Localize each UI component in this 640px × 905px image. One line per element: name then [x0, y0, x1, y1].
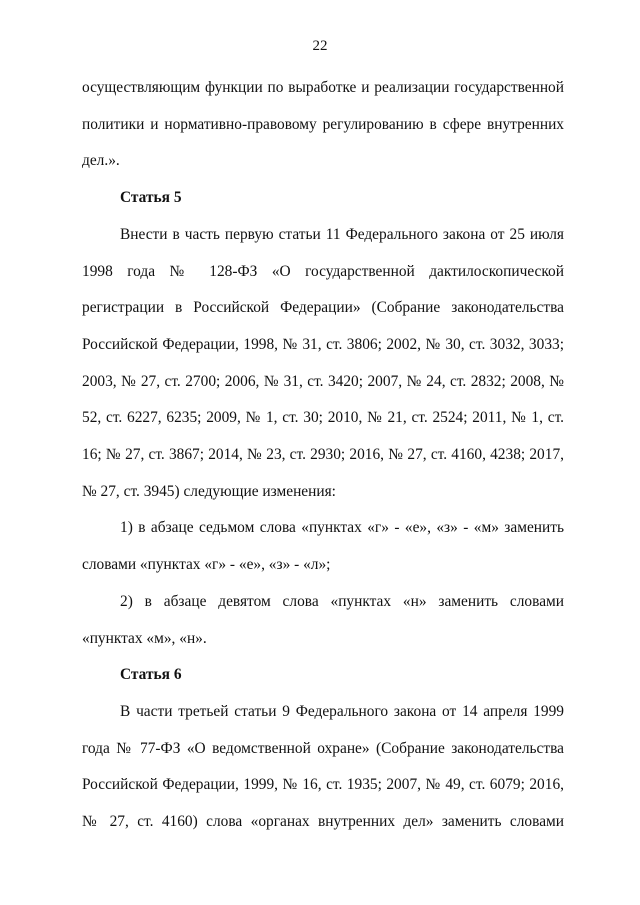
article-5-heading: Статья 5 [120, 189, 182, 207]
article-5-item-2: 2) в абзаце девятом слова «пунктах «н» заменить словами «пунктах «м», «н». [82, 592, 564, 647]
article-5-intro-paragraph: Внести в часть первую статьи 11 Федерального закона от 25 июля 1998 года № 128-ФЗ «О государственной дактилоскопической регистрации в Российской Федерации» (Собрание законодательства Российской Федерации, 1998, № 31, ст. 3806; 2002, № 30, ст. 3032, 3033; 2003, № 27, ст. 2700; 2006, № 31, ст. 3420; 2007, № 24, ст. 2832; 2008, № 52, ст. 6227, 6235; 2009, № 1, ст. 30; 2010, № 21, ст. 2524; 2011, № 1, ст. 16; № 27, ст. 3867; 2014, № 23, ст. 2930; 2016, № 27, ст. 4160, 4238; 2017, № 27, ст. 3945) следующие изменения: [82, 225, 564, 500]
document-body [82, 70, 564, 841]
article-6-heading: Статья 6 [120, 666, 182, 684]
page-number: 22 [312, 38, 328, 54]
paragraph-continuation: осуществляющим функции по выработке и реализации государственной политики и нормативно-правовому регулированию в сфере внутренних дел.». [82, 79, 564, 170]
article-5-item-1: 1) в абзаце седьмом слова «пунктах «г» - «е», «з» - «м» заменить словами «пунктах «г» - «е», «з» - «л»; [82, 519, 564, 574]
article-6-paragraph: В части третьей статьи 9 Федерального закона от 14 апреля 1999 года № 77-ФЗ «О ведомственной охране» (Собрание законодательства Российской Федерации, 1999, № 16, ст. 1935; 2007, № 49, ст. 6079; 2016, № 27, ст. 4160) слова «органах внутренних дел» заменить словами [82, 702, 564, 831]
